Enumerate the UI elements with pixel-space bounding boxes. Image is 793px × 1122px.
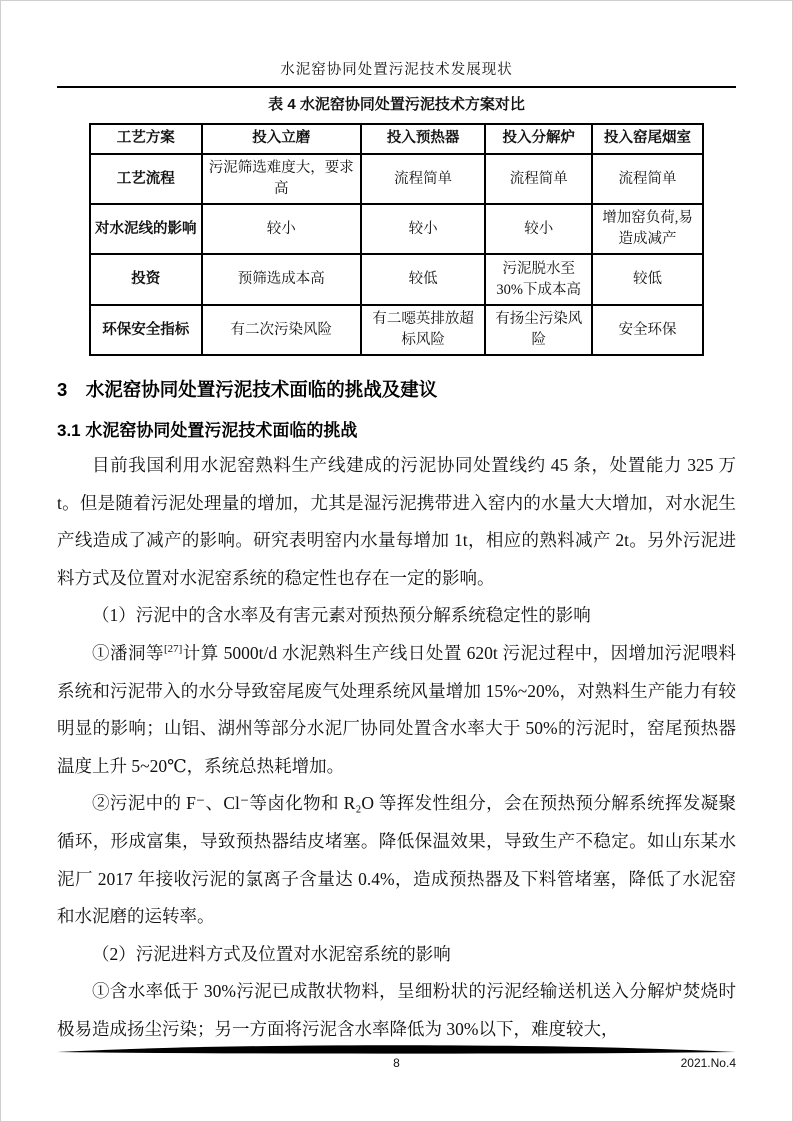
table-row bbox=[90, 154, 703, 204]
section-heading: 3 水泥窑协同处置污泥技术面临的挑战及建议 bbox=[57, 379, 438, 401]
table-cell: 流程简单 bbox=[592, 154, 703, 204]
footer-decorative-bar bbox=[57, 1044, 736, 1054]
table-cell: 安全环保 bbox=[592, 305, 703, 355]
table-header-cell: 投入分解炉 bbox=[485, 124, 592, 154]
table-caption: 表 4 水泥窑协同处置污泥技术方案对比 bbox=[268, 96, 525, 113]
table-header-cell: 投入窑尾烟室 bbox=[592, 124, 703, 154]
table-row bbox=[90, 254, 703, 305]
comparison-table bbox=[89, 123, 704, 356]
table-cell: 较小 bbox=[202, 204, 361, 254]
paragraph-item-2-sub-1: ①含水率低于 30%污泥已成散状物料，呈细粉状的污泥经输送机送入分解炉焚烧时极易造成扬尘污染；另一方面将污泥含水率降低为 30%以下，难度较大， bbox=[57, 981, 736, 1039]
table-row bbox=[90, 204, 703, 254]
table-cell: 较低 bbox=[361, 254, 485, 305]
footer-row bbox=[57, 1056, 736, 1072]
table-header-cell: 投入立磨 bbox=[202, 124, 361, 154]
table-header-row bbox=[90, 124, 703, 154]
table-cell: 流程简单 bbox=[485, 154, 592, 204]
table-cell: 有扬尘污染风险 bbox=[485, 305, 592, 355]
paragraph-item-1-sub-2: ②污泥中的 F⁻、Cl⁻等卤化物和 R₂O 等挥发性组分，会在预热预分解系统挥发凝聚循环，形成富集，导致预热器结皮堵塞。降低保温效果，导致生产不稳定。如山东某水泥厂 2017 年接收污泥的氯离子含量达 0.4%，造成预热器及下料管堵塞，降低了水泥窑和水泥磨的运转率。 bbox=[57, 793, 736, 927]
subsection-heading: 3.1 水泥窑协同处置污泥技术面临的挑战 bbox=[57, 421, 358, 441]
running-header: 水泥窑协同处置污泥技术发展现状 bbox=[280, 62, 513, 78]
table-cell: 污泥脱水至30%下成本高 bbox=[485, 254, 592, 305]
table-cell: 有二噁英排放超标风险 bbox=[361, 305, 485, 355]
row-label: 工艺流程 bbox=[90, 154, 202, 204]
table-cell: 污泥筛选难度大，要求高 bbox=[202, 154, 361, 204]
table-cell: 较小 bbox=[361, 204, 485, 254]
table-header-cell: 工艺方案 bbox=[90, 124, 202, 154]
table-cell: 较低 bbox=[592, 254, 703, 305]
header-rule bbox=[57, 86, 736, 88]
paragraph-item-1: （1）污泥中的含水率及有害元素对预热预分解系统稳定性的影响 bbox=[92, 605, 591, 626]
paragraph-item-2: （2）污泥进料方式及位置对水泥窑系统的影响 bbox=[92, 943, 451, 964]
table-cell: 增加窑负荷,易造成减产 bbox=[592, 204, 703, 254]
row-label: 对水泥线的影响 bbox=[90, 204, 202, 254]
issue-label: 2021.No.4 bbox=[680, 1056, 736, 1070]
table-header-cell: 投入预热器 bbox=[361, 124, 485, 154]
paragraph-intro: 目前我国利用水泥窑熟料生产线建成的污泥协同处置线约 45 条，处置能力 325 万 t。但是随着污泥处理量的增加，尤其是湿污泥携带进入窑内的水量大大增加，对水泥生产线造成了减产的影响。研究表明窑内水量每增加 1t，相应的熟料减产 2t。另外污泥进料方式及位置对水泥窑系统的稳定性也存在一定的影响。 bbox=[57, 455, 736, 588]
table-cell: 有二次污染风险 bbox=[202, 305, 361, 355]
row-label: 环保安全指标 bbox=[90, 305, 202, 355]
table-cell: 预筛选成本高 bbox=[202, 254, 361, 305]
page-number: 8 bbox=[393, 1056, 400, 1070]
table-cell: 流程简单 bbox=[361, 154, 485, 204]
page-footer bbox=[57, 1044, 736, 1072]
table-cell: 较小 bbox=[485, 204, 592, 254]
paragraph-text: ①潘洞等 bbox=[92, 643, 164, 664]
row-label: 投资 bbox=[90, 254, 202, 305]
citation-ref: [27] bbox=[163, 643, 183, 656]
paragraph-item-1-sub-1 bbox=[57, 635, 736, 785]
paragraph-text: 计算 5000t/d 水泥熟料生产线日处置 620t 污泥过程中，因增加污泥喂料系统和污泥带入的水分导致窑尾废气处理系统风量增加 15%~20%，对熟料生产能力有较明显的影响；山铝、湖州等部分水泥厂协同处置含水率大于 50%的污泥时，窑尾预热器温度上升 5~20℃，系统总热耗增加。 bbox=[57, 643, 736, 776]
table-row bbox=[90, 305, 703, 355]
